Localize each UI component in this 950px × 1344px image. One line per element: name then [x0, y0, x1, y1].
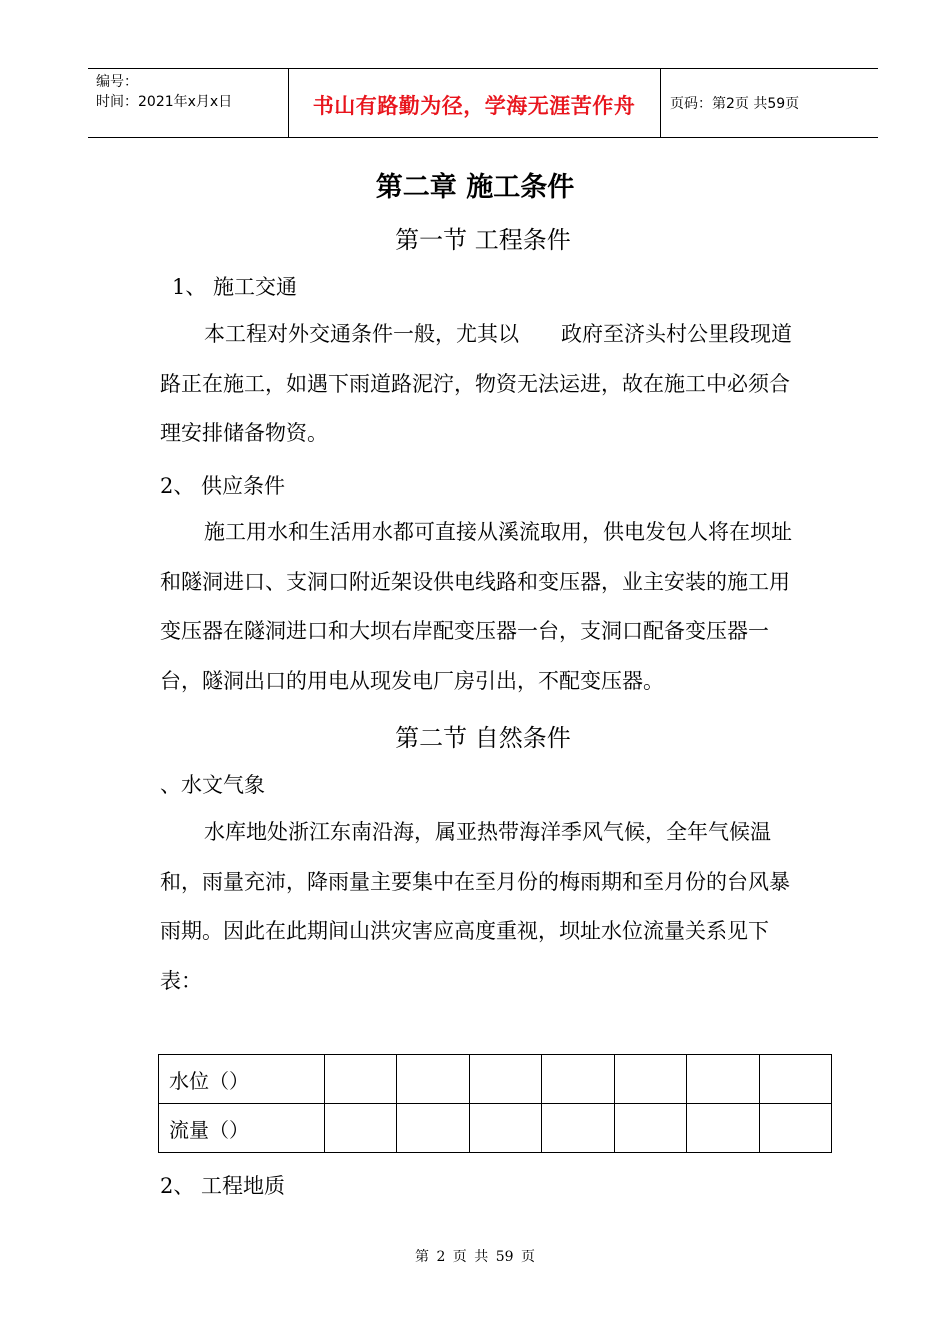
table-cell — [759, 1055, 831, 1104]
section-1-item-1-heading: 1、 施工交通 — [172, 275, 298, 299]
document-header — [88, 68, 878, 138]
table-cell — [614, 1104, 686, 1153]
table-cell — [325, 1104, 397, 1153]
table-cell — [397, 1055, 469, 1104]
table-cell — [397, 1104, 469, 1153]
table-row — [159, 1104, 832, 1153]
table-cell — [614, 1055, 686, 1104]
header-motto: 书山有路勤为径，学海无涯苦作舟 — [312, 94, 636, 118]
table-row-label: 流量（） — [159, 1104, 325, 1153]
section-1-item-2-heading: 2、 供应条件 — [160, 474, 286, 498]
table-cell — [542, 1055, 614, 1104]
header-motto-cell — [288, 69, 661, 137]
header-meta-cell — [88, 69, 289, 137]
table-row-label: 水位（） — [159, 1055, 325, 1104]
page-footer: 第 2 页 共 59 页 — [415, 1249, 535, 1265]
section-2-item-1-heading: 、水文气象 — [160, 773, 265, 797]
document-number-label: 编号： — [96, 74, 138, 90]
table-row — [159, 1055, 832, 1104]
header-page-cell — [661, 69, 878, 137]
header-page-label: 页码：第2页 共59页 — [670, 96, 800, 112]
table-cell — [542, 1104, 614, 1153]
table-cell — [759, 1104, 831, 1153]
table-cell — [687, 1055, 759, 1104]
section-2-item-2-heading: 2、 工程地质 — [160, 1174, 286, 1198]
table-cell — [687, 1104, 759, 1153]
document-time-label: 时间：2021年x月x日 — [96, 94, 233, 110]
chapter-title: 第二章 施工条件 — [375, 172, 575, 203]
table-cell — [469, 1104, 541, 1153]
section-1-item-2-body: 施工用水和生活用水都可直接从溪流取用，供电发包人将在坝址和隧洞进口、支洞口附近架设供电线路和变压器，业主安装的施工用变压器在隧洞进口和大坝右岸配变压器一台，支洞口配备变压器一台，隧洞出口的用电从现发电厂房引出，不配变压器。 — [160, 520, 792, 693]
table-cell — [469, 1055, 541, 1104]
section-1-title: 第一节 工程条件 — [395, 226, 571, 254]
section-2-item-1-body: 水库地处浙江东南沿海，属亚热带海洋季风气候，全年气候温和，雨量充沛，降雨量主要集中在至月份的梅雨期和至月份的台风暴雨期。因此在此期间山洪灾害应高度重视，坝址水位流量关系见下表： — [160, 820, 790, 993]
section-2-title: 第二节 自然条件 — [395, 724, 571, 752]
table-cell — [325, 1055, 397, 1104]
section-1-item-1-body: 本工程对外交通条件一般，尤其以 政府至济头村公里段现道路正在施工，如遇下雨道路泥泞，物资无法运进，故在施工中必须合理安排储备物资。 — [160, 322, 792, 445]
water-level-flow-table — [158, 1054, 832, 1153]
